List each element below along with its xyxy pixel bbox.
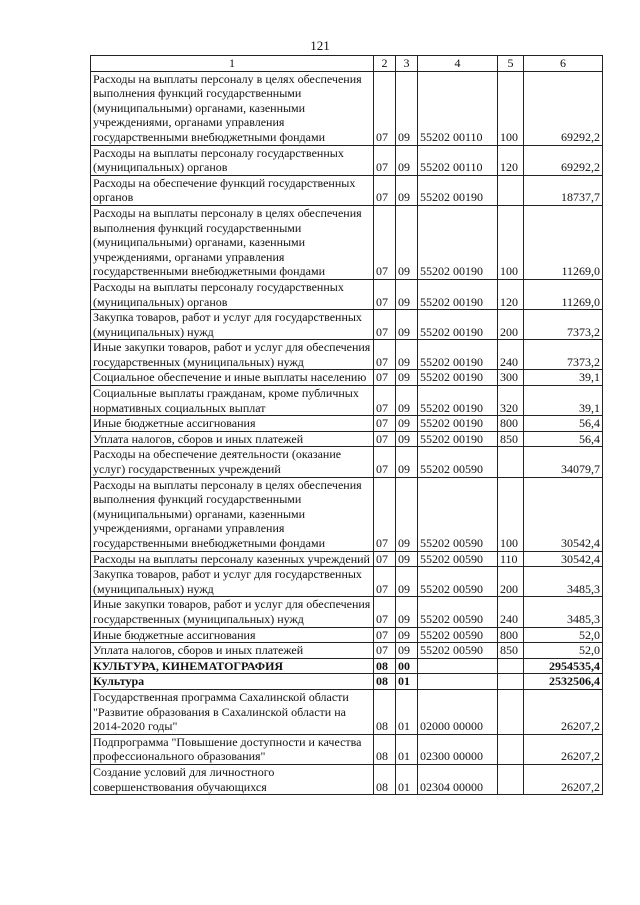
column-header: 3 <box>396 56 418 72</box>
cell-sum: 30542,4 <box>524 551 603 567</box>
table-row <box>91 597 603 627</box>
cell-pr: 00 <box>396 658 418 674</box>
column-header: 4 <box>418 56 498 72</box>
cell-csr: 02304 00000 <box>418 764 498 794</box>
cell-sum: 3485,3 <box>524 597 603 627</box>
table-row <box>91 689 603 734</box>
table-row <box>91 310 603 340</box>
cell-pr: 01 <box>396 689 418 734</box>
cell-pr: 09 <box>396 431 418 447</box>
table-row <box>91 205 603 279</box>
cell-pr: 01 <box>396 674 418 690</box>
cell-name: Расходы на обеспечение функций государственных органов <box>91 175 374 205</box>
cell-sum: 69292,2 <box>524 71 603 145</box>
cell-vr <box>498 447 524 477</box>
cell-vr: 850 <box>498 431 524 447</box>
cell-rz: 07 <box>374 370 396 386</box>
cell-vr: 200 <box>498 567 524 597</box>
cell-name: Иные бюджетные ассигнования <box>91 627 374 643</box>
cell-csr: 55202 00590 <box>418 477 498 551</box>
cell-rz: 07 <box>374 386 396 416</box>
table-row <box>91 734 603 764</box>
cell-csr: 55202 00190 <box>418 340 498 370</box>
cell-rz: 07 <box>374 447 396 477</box>
cell-pr: 09 <box>396 447 418 477</box>
cell-pr: 01 <box>396 764 418 794</box>
column-header: 5 <box>498 56 524 72</box>
cell-csr: 55202 00590 <box>418 643 498 659</box>
cell-pr: 09 <box>396 205 418 279</box>
cell-csr: 55202 00190 <box>418 205 498 279</box>
cell-vr: 100 <box>498 71 524 145</box>
cell-csr: 55202 00190 <box>418 431 498 447</box>
cell-pr: 09 <box>396 175 418 205</box>
cell-vr <box>498 658 524 674</box>
cell-rz: 07 <box>374 551 396 567</box>
cell-sum: 69292,2 <box>524 145 603 175</box>
cell-sum: 39,1 <box>524 386 603 416</box>
cell-name: Уплата налогов, сборов и иных платежей <box>91 643 374 659</box>
table-row <box>91 145 603 175</box>
cell-sum: 2532506,4 <box>524 674 603 690</box>
cell-vr: 110 <box>498 551 524 567</box>
cell-pr: 09 <box>396 279 418 309</box>
cell-vr <box>498 734 524 764</box>
cell-rz: 07 <box>374 567 396 597</box>
cell-name: Подпрограмма "Повышение доступности и качества профессионального образования" <box>91 734 374 764</box>
cell-name: Иные закупки товаров, работ и услуг для обеспечения государственных (муниципальных) нужд <box>91 597 374 627</box>
table-row <box>91 386 603 416</box>
cell-csr: 55202 00190 <box>418 279 498 309</box>
table-row <box>91 370 603 386</box>
cell-csr: 55202 00590 <box>418 627 498 643</box>
cell-sum: 26207,2 <box>524 689 603 734</box>
table-row <box>91 416 603 432</box>
cell-csr: 55202 00190 <box>418 310 498 340</box>
cell-vr: 240 <box>498 340 524 370</box>
cell-vr: 100 <box>498 477 524 551</box>
cell-name: Расходы на выплаты персоналу в целях обеспечения выполнения функций государственными (муниципальными) органами, казенными учреждениями, органами управления государственными внебюджетными фондами <box>91 205 374 279</box>
cell-sum: 30542,4 <box>524 477 603 551</box>
cell-rz: 08 <box>374 689 396 734</box>
budget-table <box>90 55 603 795</box>
cell-rz: 07 <box>374 431 396 447</box>
cell-vr <box>498 689 524 734</box>
cell-sum: 56,4 <box>524 416 603 432</box>
cell-pr: 09 <box>396 386 418 416</box>
table-row <box>91 643 603 659</box>
cell-vr: 200 <box>498 310 524 340</box>
table-row <box>91 764 603 794</box>
cell-rz: 08 <box>374 674 396 690</box>
cell-name: Закупка товаров, работ и услуг для государственных (муниципальных) нужд <box>91 567 374 597</box>
cell-vr: 240 <box>498 597 524 627</box>
cell-csr: 55202 00110 <box>418 71 498 145</box>
cell-pr: 09 <box>396 551 418 567</box>
cell-csr: 55202 00190 <box>418 416 498 432</box>
cell-pr: 09 <box>396 627 418 643</box>
cell-pr: 09 <box>396 477 418 551</box>
cell-rz: 08 <box>374 658 396 674</box>
table-row <box>91 674 603 690</box>
cell-pr: 09 <box>396 643 418 659</box>
table-row <box>91 551 603 567</box>
cell-csr: 02300 00000 <box>418 734 498 764</box>
cell-rz: 07 <box>374 310 396 340</box>
cell-pr: 01 <box>396 734 418 764</box>
table-row <box>91 447 603 477</box>
cell-rz: 07 <box>374 340 396 370</box>
cell-name: Расходы на выплаты персоналу в целях обеспечения выполнения функций государственными (муниципальными) органами, казенными учреждениями, органами управления государственными внебюджетными фондами <box>91 477 374 551</box>
column-header: 2 <box>374 56 396 72</box>
cell-pr: 09 <box>396 597 418 627</box>
cell-sum: 11269,0 <box>524 279 603 309</box>
cell-csr: 55202 00590 <box>418 447 498 477</box>
table-row <box>91 431 603 447</box>
cell-name: Расходы на выплаты персоналу государственных (муниципальных) органов <box>91 279 374 309</box>
table-row <box>91 279 603 309</box>
table-header-row <box>91 56 603 72</box>
cell-rz: 08 <box>374 764 396 794</box>
cell-name: Государственная программа Сахалинской области "Развитие образования в Сахалинской области на 2014-2020 годы" <box>91 689 374 734</box>
cell-csr: 55202 00590 <box>418 567 498 597</box>
cell-sum: 18737,7 <box>524 175 603 205</box>
cell-sum: 56,4 <box>524 431 603 447</box>
page-number: 121 <box>310 38 330 53</box>
cell-pr: 09 <box>396 71 418 145</box>
cell-csr: 55202 00190 <box>418 175 498 205</box>
cell-sum: 52,0 <box>524 643 603 659</box>
cell-sum: 39,1 <box>524 370 603 386</box>
cell-sum: 3485,3 <box>524 567 603 597</box>
cell-name: Закупка товаров, работ и услуг для государственных (муниципальных) нужд <box>91 310 374 340</box>
cell-sum: 7373,2 <box>524 310 603 340</box>
cell-name: Расходы на выплаты персоналу государственных (муниципальных) органов <box>91 145 374 175</box>
cell-name: Расходы на выплаты персоналу казенных учреждений <box>91 551 374 567</box>
table-row <box>91 627 603 643</box>
cell-rz: 08 <box>374 734 396 764</box>
cell-rz: 07 <box>374 175 396 205</box>
cell-csr: 55202 00590 <box>418 597 498 627</box>
table-row <box>91 340 603 370</box>
cell-rz: 07 <box>374 416 396 432</box>
table-row <box>91 658 603 674</box>
cell-rz: 07 <box>374 71 396 145</box>
cell-vr <box>498 764 524 794</box>
cell-name: Социальное обеспечение и иные выплаты населению <box>91 370 374 386</box>
cell-pr: 09 <box>396 416 418 432</box>
cell-pr: 09 <box>396 145 418 175</box>
cell-vr <box>498 674 524 690</box>
cell-name: КУЛЬТУРА, КИНЕМАТОГРАФИЯ <box>91 658 374 674</box>
cell-sum: 11269,0 <box>524 205 603 279</box>
cell-sum: 52,0 <box>524 627 603 643</box>
cell-rz: 07 <box>374 279 396 309</box>
cell-sum: 26207,2 <box>524 734 603 764</box>
cell-pr: 09 <box>396 310 418 340</box>
cell-vr <box>498 175 524 205</box>
cell-vr: 320 <box>498 386 524 416</box>
column-header: 1 <box>91 56 374 72</box>
table-row <box>91 175 603 205</box>
cell-csr: 55202 00110 <box>418 145 498 175</box>
cell-vr: 120 <box>498 279 524 309</box>
cell-name: Иные закупки товаров, работ и услуг для обеспечения государственных (муниципальных) нужд <box>91 340 374 370</box>
cell-sum: 26207,2 <box>524 764 603 794</box>
cell-pr: 09 <box>396 567 418 597</box>
cell-rz: 07 <box>374 643 396 659</box>
column-header: 6 <box>524 56 603 72</box>
cell-vr: 850 <box>498 643 524 659</box>
cell-csr: 55202 00590 <box>418 551 498 567</box>
cell-name: Иные бюджетные ассигнования <box>91 416 374 432</box>
cell-name: Расходы на выплаты персоналу в целях обеспечения выполнения функций государственными (муниципальными) органами, казенными учреждениями, органами управления государственными внебюджетными фондами <box>91 71 374 145</box>
cell-sum: 2954535,4 <box>524 658 603 674</box>
cell-csr <box>418 658 498 674</box>
cell-rz: 07 <box>374 205 396 279</box>
cell-csr <box>418 674 498 690</box>
cell-rz: 07 <box>374 145 396 175</box>
cell-name: Уплата налогов, сборов и иных платежей <box>91 431 374 447</box>
cell-name: Социальные выплаты гражданам, кроме публичных нормативных социальных выплат <box>91 386 374 416</box>
cell-vr: 300 <box>498 370 524 386</box>
cell-vr: 120 <box>498 145 524 175</box>
cell-csr: 55202 00190 <box>418 386 498 416</box>
table-row <box>91 71 603 145</box>
cell-name: Расходы на обеспечение деятельности (оказание услуг) государственных учреждений <box>91 447 374 477</box>
cell-rz: 07 <box>374 597 396 627</box>
cell-csr: 55202 00190 <box>418 370 498 386</box>
cell-rz: 07 <box>374 477 396 551</box>
cell-vr: 800 <box>498 416 524 432</box>
cell-vr: 100 <box>498 205 524 279</box>
table-row <box>91 477 603 551</box>
cell-name: Создание условий для личностного совершенствования обучающихся <box>91 764 374 794</box>
cell-name: Культура <box>91 674 374 690</box>
cell-rz: 07 <box>374 627 396 643</box>
cell-vr: 800 <box>498 627 524 643</box>
cell-sum: 7373,2 <box>524 340 603 370</box>
table-row <box>91 567 603 597</box>
cell-csr: 02000 00000 <box>418 689 498 734</box>
cell-pr: 09 <box>396 370 418 386</box>
cell-pr: 09 <box>396 340 418 370</box>
cell-sum: 34079,7 <box>524 447 603 477</box>
